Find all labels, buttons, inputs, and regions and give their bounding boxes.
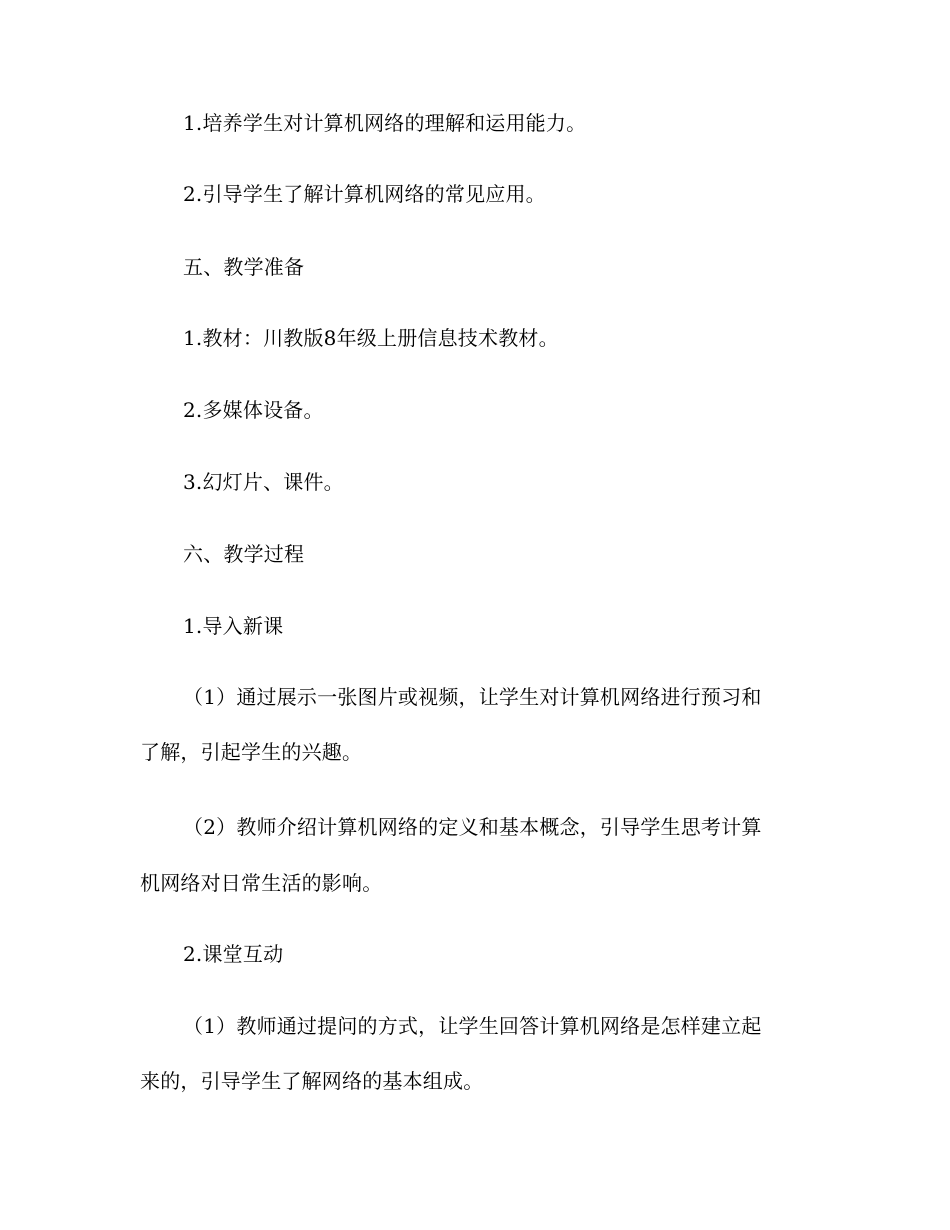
section-heading-process: 六、教学过程 bbox=[183, 542, 305, 566]
preparation-line-3: 3.幻灯片、课件。 bbox=[183, 470, 344, 494]
process-paragraph-3-line-2: 来的，引导学生了解网络的基本组成。 bbox=[140, 1069, 484, 1093]
process-step-2-title: 2.课堂互动 bbox=[183, 942, 284, 966]
preparation-line-2: 2.多媒体设备。 bbox=[183, 398, 324, 422]
section-heading-preparation: 五、教学准备 bbox=[183, 255, 305, 279]
process-step-1-title: 1.导入新课 bbox=[183, 614, 284, 638]
objective-line-2: 2.引导学生了解计算机网络的常见应用。 bbox=[183, 182, 546, 206]
process-paragraph-3-line-1: （1）教师通过提问的方式，让学生回答计算机网络是怎样建立起 bbox=[183, 1014, 762, 1038]
process-paragraph-1-line-1: （1）通过展示一张图片或视频，让学生对计算机网络进行预习和 bbox=[183, 685, 762, 709]
objective-line-1: 1.培养学生对计算机网络的理解和运用能力。 bbox=[183, 111, 587, 135]
process-paragraph-2-line-2: 机网络对日常生活的影响。 bbox=[140, 871, 383, 895]
process-paragraph-1-line-2: 了解，引起学生的兴趣。 bbox=[140, 740, 363, 764]
preparation-line-1: 1.教材：川教版8年级上册信息技术教材。 bbox=[183, 326, 559, 350]
process-paragraph-2-line-1: （2）教师介绍计算机网络的定义和基本概念，引导学生思考计算 bbox=[183, 815, 762, 839]
